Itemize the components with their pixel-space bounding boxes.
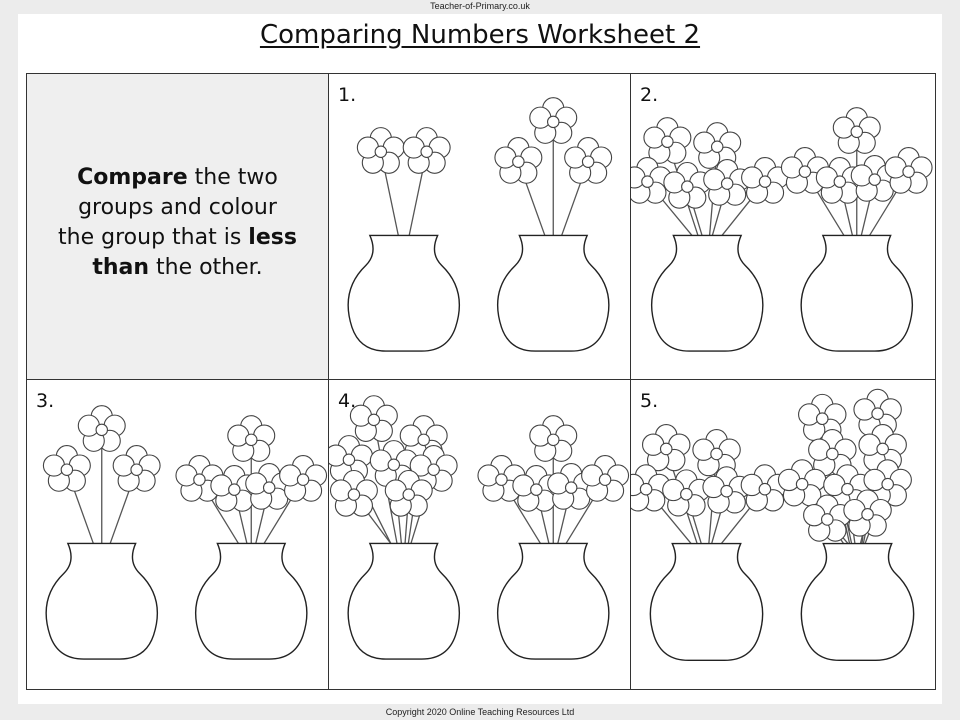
flower: [664, 163, 711, 209]
flower: [78, 406, 125, 452]
question-grid: [26, 73, 936, 690]
question-2-cell[interactable]: [631, 74, 935, 380]
instructions-cell: [27, 74, 329, 380]
flower: [663, 470, 710, 516]
question-number: 3.: [36, 390, 55, 412]
vase-icon: [46, 543, 157, 659]
vase-icon: [652, 235, 763, 351]
vase-icon: [348, 235, 459, 351]
worksheet-title: Comparing Numbers Worksheet 2: [259, 20, 701, 50]
question-1-cell[interactable]: [329, 74, 631, 380]
flower: [228, 416, 275, 462]
vase-icon: [348, 543, 459, 659]
flower: [885, 148, 932, 194]
vase-group: [43, 406, 160, 659]
question-4-cell[interactable]: [329, 380, 631, 689]
question-number: 2.: [640, 84, 659, 106]
vase-group: [781, 108, 932, 351]
question-number: 4.: [338, 390, 357, 412]
flower-vases: [27, 380, 328, 689]
flower: [565, 138, 612, 184]
vase-icon: [801, 235, 912, 351]
vase-group: [778, 389, 913, 660]
flower-vases: [329, 380, 630, 689]
vase-icon: [650, 544, 762, 661]
flower-vases: [631, 74, 935, 379]
copyright-footer: Copyright 2020 Online Teaching Resources Ltd: [385, 707, 575, 717]
vase-group: [631, 118, 789, 351]
vase-icon: [801, 544, 913, 661]
flower-vases: [631, 380, 935, 689]
question-number: 1.: [338, 84, 357, 106]
instruction-bold-less-than: less than: [92, 224, 297, 280]
flower: [357, 128, 404, 174]
flower: [113, 446, 160, 492]
flower: [643, 425, 690, 471]
vase-group: [348, 128, 459, 351]
vase-icon: [196, 543, 307, 659]
vase-icon: [498, 235, 609, 351]
flower: [280, 456, 327, 502]
flower: [530, 98, 577, 144]
question-number: 5.: [640, 390, 659, 412]
instruction-part-2: the other.: [149, 254, 263, 280]
vase-group: [631, 425, 789, 661]
instruction-bold-compare: Compare: [77, 164, 188, 190]
flower: [43, 446, 90, 492]
flower: [403, 128, 450, 174]
vase-group: [176, 416, 327, 659]
vase-icon: [498, 543, 609, 659]
flower: [644, 118, 691, 164]
flower-vases: [329, 74, 630, 379]
flower: [582, 456, 629, 502]
instruction-part-1: the two groups and colour the group that is: [58, 164, 278, 250]
flower: [833, 108, 880, 154]
flower: [495, 138, 542, 184]
flower: [530, 416, 577, 462]
flower: [350, 396, 397, 442]
vase-group: [478, 416, 629, 659]
question-3-cell[interactable]: [27, 380, 329, 689]
question-5-cell[interactable]: [631, 380, 935, 689]
vase-group: [329, 396, 459, 659]
vase-group: [495, 98, 612, 351]
instructions-text: [58, 163, 298, 283]
site-credit: Teacher-of-Primary.co.uk: [430, 1, 530, 11]
